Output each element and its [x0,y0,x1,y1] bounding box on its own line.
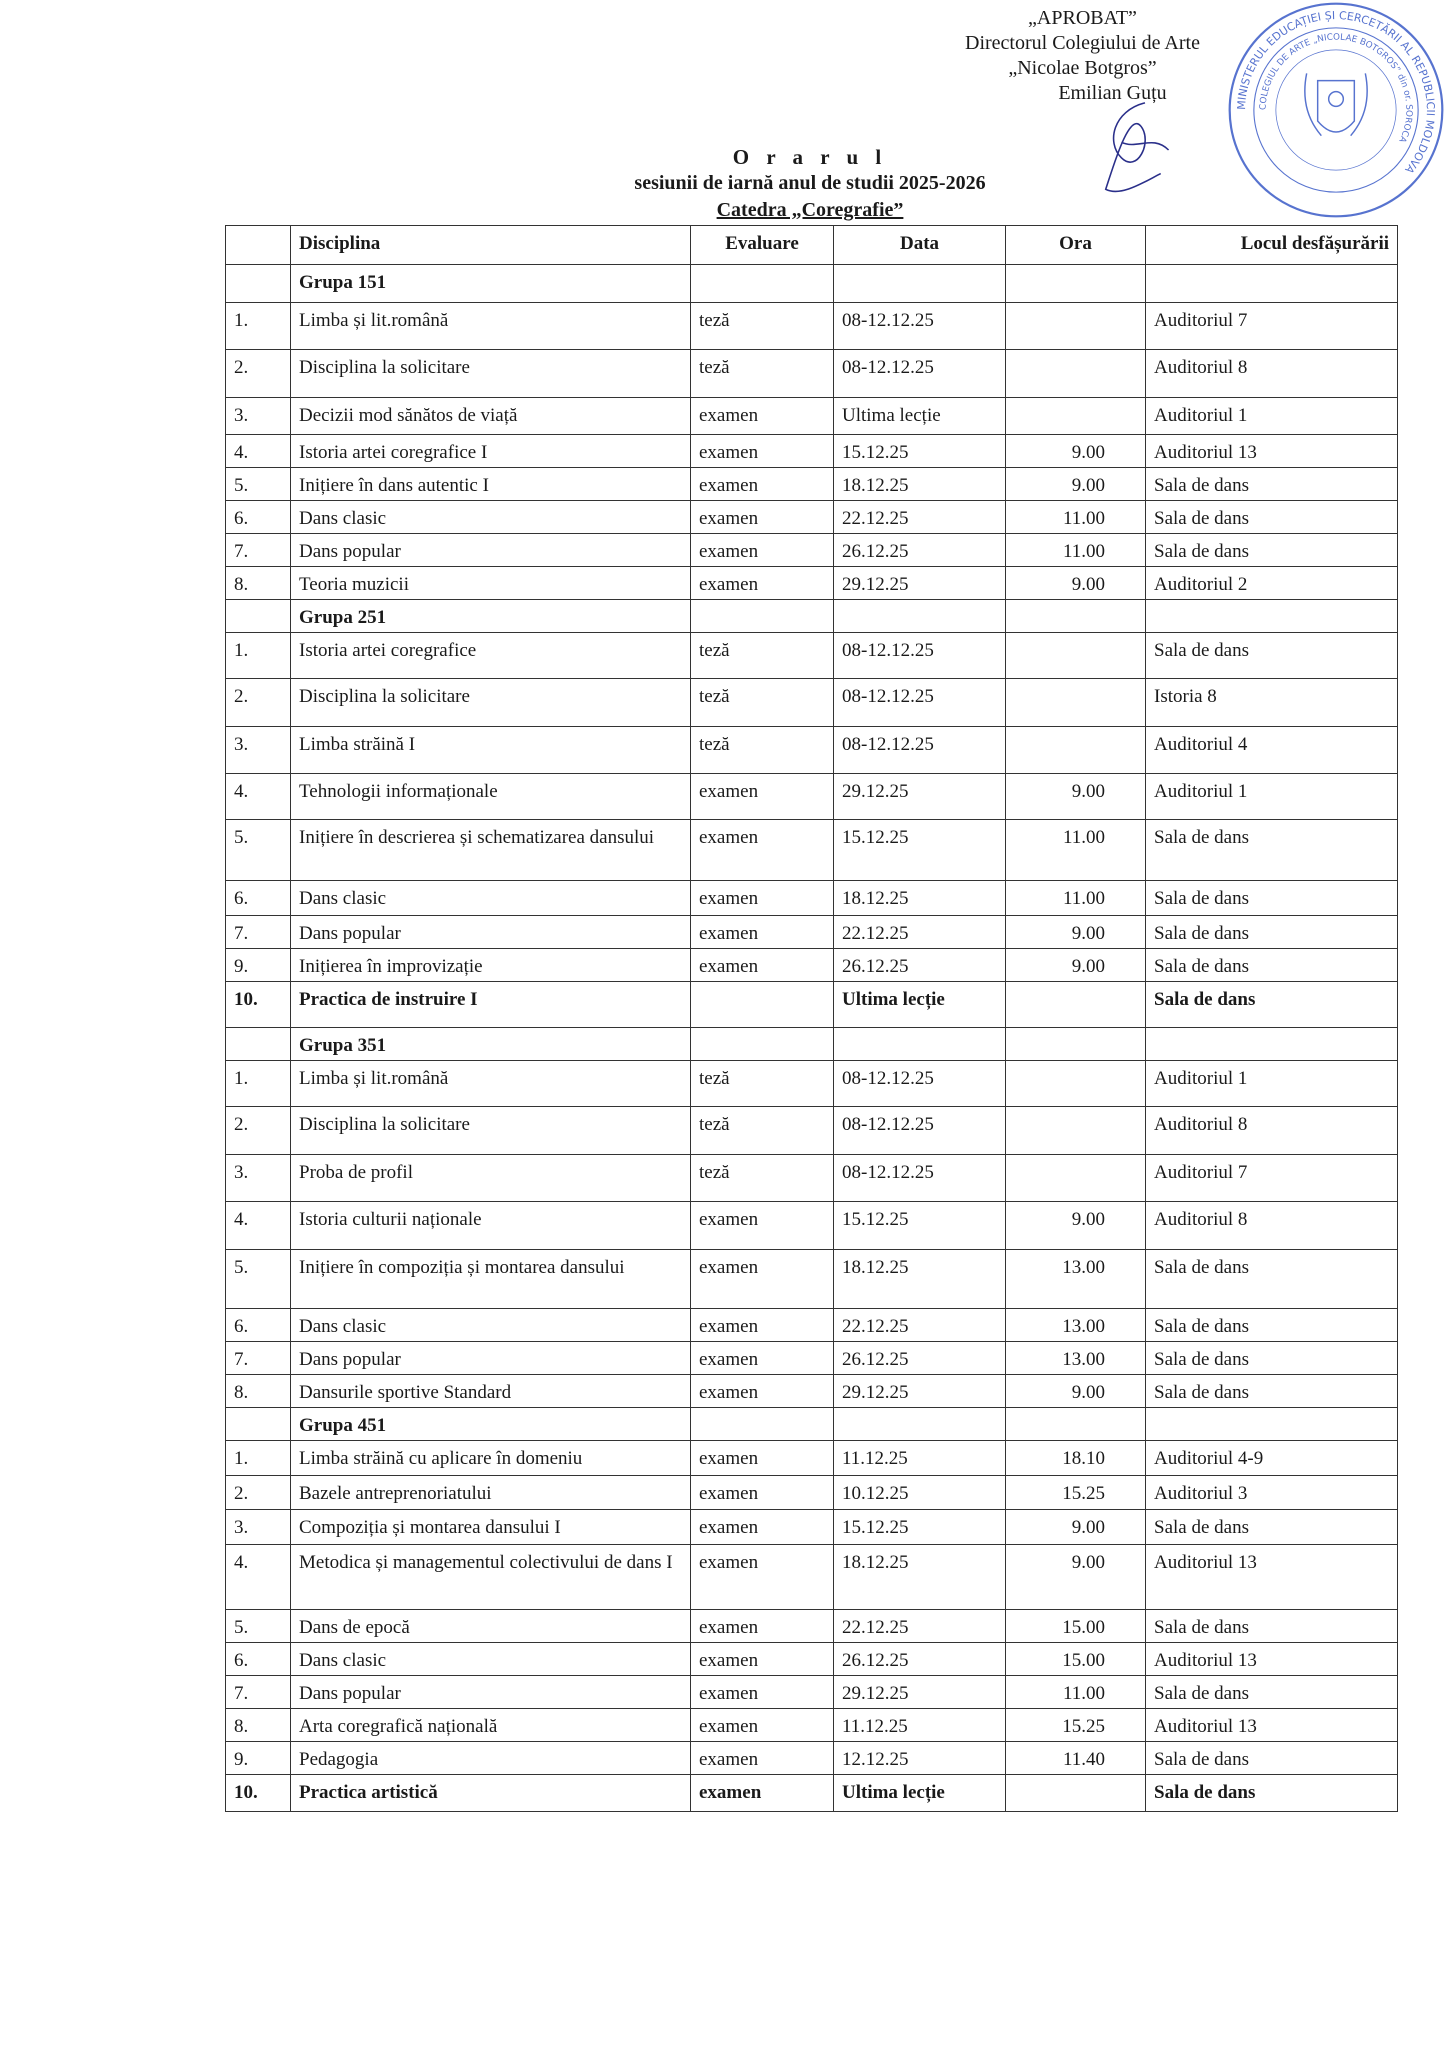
cell-data: 15.12.25 [834,1202,1006,1250]
table-row [226,1676,1398,1709]
cell-ora: 15.00 [1006,1610,1146,1643]
cell-evaluare: teză [691,679,834,727]
empty-cell [1006,600,1146,633]
cell-evaluare: examen [691,398,834,435]
cell-ora: 11.00 [1006,1676,1146,1709]
cell-disciplina: Dans clasic [291,1643,691,1676]
cell-disciplina: Dans popular [291,534,691,567]
empty-cell [834,265,1006,303]
cell-locul: Sala de dans [1146,982,1398,1028]
cell-evaluare: teză [691,1061,834,1107]
table-row [226,435,1398,468]
cell-disciplina: Disciplina la solicitare [291,679,691,727]
svg-text:COLEGIUL DE ARTE „NICOLAE BOTG [1259,33,1414,144]
cell-evaluare: examen [691,1202,834,1250]
empty-cell [691,1408,834,1441]
table-row [226,820,1398,881]
empty-cell [691,1028,834,1061]
cell-locul: Sala de dans [1146,1375,1398,1408]
cell-locul: Sala de dans [1146,916,1398,949]
cell-disciplina: Inițiere în dans autentic I [291,468,691,501]
cell-nr: 6. [226,1643,291,1676]
cell-locul: Auditoriul 13 [1146,1643,1398,1676]
cell-nr: 3. [226,1510,291,1545]
cell-evaluare: examen [691,1742,834,1775]
cell-disciplina: Disciplina la solicitare [291,1107,691,1155]
cell-disciplina: Practica de instruire I [291,982,691,1028]
cell-data: 22.12.25 [834,501,1006,534]
table-row [226,881,1398,916]
cell-disciplina: Istoria artei coregrafice I [291,435,691,468]
cell-disciplina: Dans popular [291,916,691,949]
empty-cell [834,600,1006,633]
cell-nr: 10. [226,1775,291,1812]
cell-disciplina: Dans de epocă [291,1610,691,1643]
department-name: Catedra „Coregrafie” [716,199,904,221]
empty-cell [691,265,834,303]
cell-ora: 13.00 [1006,1250,1146,1309]
cell-data: 22.12.25 [834,1610,1006,1643]
cell-nr: 5. [226,1610,291,1643]
cell-disciplina: Inițierea în improvizație [291,949,691,982]
cell-ora: 9.00 [1006,1375,1146,1408]
cell-data: 18.12.25 [834,1545,1006,1610]
cell-locul: Auditoriul 8 [1146,1202,1398,1250]
cell-nr: 9. [226,949,291,982]
cell-locul: Sala de dans [1146,468,1398,501]
cell-locul: Sala de dans [1146,949,1398,982]
cell-evaluare: teză [691,1107,834,1155]
header-data: Data [834,226,1006,265]
table-row [226,1250,1398,1309]
cell-disciplina: Limba și lit.română [291,303,691,350]
cell-disciplina: Compoziția și montarea dansului I [291,1510,691,1545]
cell-nr: 4. [226,1545,291,1610]
cell-nr: 2. [226,1476,291,1510]
cell-nr: 8. [226,1709,291,1742]
coat-of-arms-icon [1305,73,1367,135]
cell-data: 08-12.12.25 [834,303,1006,350]
cell-locul: Auditoriul 4 [1146,727,1398,774]
table-row [226,1441,1398,1476]
cell-data: 22.12.25 [834,916,1006,949]
cell-evaluare: teză [691,350,834,398]
cell-evaluare: teză [691,727,834,774]
table-row [226,1061,1398,1107]
cell-data: 18.12.25 [834,468,1006,501]
cell-locul: Sala de dans [1146,1775,1398,1812]
cell-ora: 9.00 [1006,774,1146,820]
svg-text:MINISTERUL EDUCAȚIEI ȘI CERCET [1235,9,1437,176]
table-row [226,949,1398,982]
cell-ora: 11.00 [1006,534,1146,567]
empty-cell [226,1028,291,1061]
cell-data: Ultima lecție [834,1775,1006,1812]
cell-data: 08-12.12.25 [834,727,1006,774]
cell-evaluare: examen [691,1250,834,1309]
table-row [226,1155,1398,1202]
cell-disciplina: Dansurile sportive Standard [291,1375,691,1408]
cell-data: 08-12.12.25 [834,1107,1006,1155]
table-row [226,1643,1398,1676]
table-row [226,679,1398,727]
cell-locul: Sala de dans [1146,1742,1398,1775]
cell-ora [1006,727,1146,774]
cell-evaluare: examen [691,1510,834,1545]
cell-disciplina: Inițiere în descrierea și schematizarea dansului [291,820,691,881]
cell-ora: 11.00 [1006,881,1146,916]
cell-ora [1006,679,1146,727]
empty-cell [226,1408,291,1441]
cell-ora: 11.40 [1006,1742,1146,1775]
cell-nr: 3. [226,727,291,774]
cell-ora: 9.00 [1006,1202,1146,1250]
empty-cell [226,265,291,303]
cell-evaluare: examen [691,1709,834,1742]
cell-data: 11.12.25 [834,1441,1006,1476]
table-row [226,774,1398,820]
cell-disciplina: Dans clasic [291,1309,691,1342]
cell-evaluare: examen [691,774,834,820]
cell-disciplina: Practica artistică [291,1775,691,1812]
group-name: Grupa 151 [291,265,691,303]
cell-locul: Auditoriul 7 [1146,303,1398,350]
cell-nr: 6. [226,881,291,916]
table-row [226,982,1398,1028]
cell-data: 29.12.25 [834,1676,1006,1709]
cell-ora: 9.00 [1006,435,1146,468]
cell-nr: 7. [226,534,291,567]
cell-ora [1006,982,1146,1028]
empty-cell [226,600,291,633]
table-row [226,468,1398,501]
cell-data: 18.12.25 [834,881,1006,916]
cell-locul: Sala de dans [1146,633,1398,679]
cell-locul: Sala de dans [1146,1610,1398,1643]
cell-evaluare: teză [691,1155,834,1202]
empty-cell [1146,600,1398,633]
cell-data: 08-12.12.25 [834,1061,1006,1107]
table-row [226,1610,1398,1643]
cell-evaluare: examen [691,1610,834,1643]
cell-locul: Sala de dans [1146,1250,1398,1309]
cell-ora: 9.00 [1006,949,1146,982]
cell-nr: 4. [226,435,291,468]
cell-locul: Sala de dans [1146,1309,1398,1342]
table-row [226,350,1398,398]
cell-data: 08-12.12.25 [834,679,1006,727]
cell-evaluare: examen [691,820,834,881]
table-row [226,501,1398,534]
cell-locul: Sala de dans [1146,820,1398,881]
cell-locul: Auditoriul 13 [1146,435,1398,468]
empty-cell [1006,265,1146,303]
cell-nr: 7. [226,1676,291,1709]
cell-ora: 13.00 [1006,1309,1146,1342]
approval-director-title: Directorul Colegiului de Arte [965,32,1200,54]
stamp-inner-text: COLEGIUL DE ARTE „NICOLAE BOTGROS” din or. SOROCA [1258,32,1414,144]
cell-evaluare: examen [691,1441,834,1476]
cell-data: 08-12.12.25 [834,350,1006,398]
cell-ora: 9.00 [1006,916,1146,949]
cell-data: 29.12.25 [834,567,1006,600]
group-name: Grupa 451 [291,1408,691,1441]
cell-data: 08-12.12.25 [834,1155,1006,1202]
cell-ora: 11.00 [1006,501,1146,534]
cell-locul: Auditoriul 2 [1146,567,1398,600]
cell-data: 29.12.25 [834,1375,1006,1408]
cell-evaluare: examen [691,916,834,949]
cell-nr: 1. [226,1061,291,1107]
cell-locul: Auditoriul 13 [1146,1709,1398,1742]
cell-evaluare: examen [691,1643,834,1676]
cell-locul: Auditoriul 1 [1146,774,1398,820]
cell-ora [1006,1107,1146,1155]
cell-locul: Auditoriul 4-9 [1146,1441,1398,1476]
cell-ora: 13.00 [1006,1342,1146,1375]
cell-disciplina: Istoria artei coregrafice [291,633,691,679]
empty-cell [1006,1028,1146,1061]
cell-data: 11.12.25 [834,1709,1006,1742]
table-row [226,567,1398,600]
table-row [226,1309,1398,1342]
cell-nr: 1. [226,1441,291,1476]
exam-schedule-table [225,225,1398,1812]
cell-locul: Auditoriul 8 [1146,1107,1398,1155]
cell-nr: 3. [226,398,291,435]
group-name: Grupa 251 [291,600,691,633]
cell-ora: 15.25 [1006,1476,1146,1510]
cell-disciplina: Tehnologii informaționale [291,774,691,820]
approval-label: „APROBAT” [1028,7,1137,29]
cell-locul: Auditoriul 1 [1146,1061,1398,1107]
group-header-row [226,265,1398,303]
cell-locul: Auditoriul 13 [1146,1545,1398,1610]
cell-locul: Auditoriul 8 [1146,350,1398,398]
cell-ora [1006,398,1146,435]
cell-disciplina: Metodica și managementul colectivului de dans I [291,1545,691,1610]
cell-data: Ultima lecție [834,398,1006,435]
cell-locul: Sala de dans [1146,1676,1398,1709]
stamp-outer-text: MINISTERUL EDUCAȚIEI ȘI CERCETĂRII AL REPUBLICII MOLDOVA [1234,9,1438,176]
cell-nr: 4. [226,1202,291,1250]
table-row [226,1775,1398,1812]
cell-disciplina: Limba și lit.română [291,1061,691,1107]
table-row [226,1742,1398,1775]
cell-data: 22.12.25 [834,1309,1006,1342]
cell-evaluare: examen [691,1375,834,1408]
cell-ora [1006,1775,1146,1812]
cell-disciplina: Bazele antreprenoriatului [291,1476,691,1510]
approval-director-name: Emilian Guțu [1058,82,1167,104]
cell-locul: Auditoriul 7 [1146,1155,1398,1202]
group-header-row [226,600,1398,633]
cell-locul: Auditoriul 1 [1146,398,1398,435]
cell-disciplina: Arta coregrafică națională [291,1709,691,1742]
cell-evaluare: examen [691,1476,834,1510]
cell-ora: 15.00 [1006,1643,1146,1676]
cell-disciplina: Disciplina la solicitare [291,350,691,398]
table-row [226,1476,1398,1510]
cell-nr: 8. [226,567,291,600]
cell-data: 15.12.25 [834,820,1006,881]
cell-evaluare: examen [691,567,834,600]
table-header-row [226,226,1398,265]
cell-data: 12.12.25 [834,1742,1006,1775]
cell-disciplina: Teoria muzicii [291,567,691,600]
table-row [226,916,1398,949]
cell-evaluare: examen [691,534,834,567]
cell-ora: 9.00 [1006,1545,1146,1610]
cell-data: 26.12.25 [834,534,1006,567]
empty-cell [1006,1408,1146,1441]
table-row [226,534,1398,567]
cell-disciplina: Istoria culturii naționale [291,1202,691,1250]
cell-ora: 9.00 [1006,567,1146,600]
document-title: O r a r u l [732,145,888,169]
cell-evaluare: examen [691,435,834,468]
cell-nr: 7. [226,1342,291,1375]
cell-ora [1006,1155,1146,1202]
cell-locul: Sala de dans [1146,534,1398,567]
header-disciplina: Disciplina [291,226,691,265]
group-header-row [226,1028,1398,1061]
group-name: Grupa 351 [291,1028,691,1061]
cell-evaluare [691,982,834,1028]
cell-ora: 9.00 [1006,1510,1146,1545]
cell-evaluare: examen [691,1309,834,1342]
cell-data: 26.12.25 [834,949,1006,982]
cell-nr: 3. [226,1155,291,1202]
cell-evaluare: examen [691,881,834,916]
cell-data: 18.12.25 [834,1250,1006,1309]
header-nr [226,226,291,265]
cell-ora: 15.25 [1006,1709,1146,1742]
cell-disciplina: Limba străină I [291,727,691,774]
cell-evaluare: teză [691,303,834,350]
empty-cell [1146,265,1398,303]
cell-ora [1006,303,1146,350]
cell-data: 10.12.25 [834,1476,1006,1510]
empty-cell [834,1408,1006,1441]
group-header-row [226,1408,1398,1441]
table-row [226,633,1398,679]
cell-nr: 5. [226,820,291,881]
cell-disciplina: Dans popular [291,1676,691,1709]
cell-locul: Sala de dans [1146,501,1398,534]
cell-data: 26.12.25 [834,1342,1006,1375]
cell-nr: 10. [226,982,291,1028]
cell-evaluare: examen [691,949,834,982]
cell-nr: 4. [226,774,291,820]
header-evaluare: Evaluare [691,226,834,265]
empty-cell [1146,1408,1398,1441]
cell-nr: 6. [226,501,291,534]
cell-nr: 7. [226,916,291,949]
table-row [226,1107,1398,1155]
cell-ora: 9.00 [1006,468,1146,501]
document-subtitle: sesiunii de iarnă anul de studii 2025-2026 [634,172,986,194]
cell-nr: 1. [226,303,291,350]
official-stamp [1226,0,1446,220]
cell-nr: 2. [226,350,291,398]
cell-data: 08-12.12.25 [834,633,1006,679]
table-row [226,1545,1398,1610]
table-row [226,303,1398,350]
cell-locul: Istoria 8 [1146,679,1398,727]
cell-disciplina: Dans clasic [291,881,691,916]
cell-locul: Sala de dans [1146,881,1398,916]
cell-nr: 6. [226,1309,291,1342]
cell-locul: Sala de dans [1146,1510,1398,1545]
cell-nr: 2. [226,679,291,727]
cell-disciplina: Dans clasic [291,501,691,534]
cell-nr: 8. [226,1375,291,1408]
cell-data: 15.12.25 [834,1510,1006,1545]
cell-data: 26.12.25 [834,1643,1006,1676]
approval-college-name: „Nicolae Botgros” [1008,57,1157,79]
cell-evaluare: teză [691,633,834,679]
cell-evaluare: examen [691,501,834,534]
cell-ora [1006,633,1146,679]
table-row [226,1375,1398,1408]
cell-evaluare: examen [691,1342,834,1375]
cell-data: 15.12.25 [834,435,1006,468]
header-locul: Locul desfășurării [1146,226,1398,265]
cell-evaluare: examen [691,1676,834,1709]
table-row [226,398,1398,435]
table-row [226,1202,1398,1250]
cell-locul: Auditoriul 3 [1146,1476,1398,1510]
cell-disciplina: Dans popular [291,1342,691,1375]
empty-cell [1146,1028,1398,1061]
empty-cell [691,600,834,633]
cell-disciplina: Inițiere în compoziția și montarea dansului [291,1250,691,1309]
cell-disciplina: Limba străină cu aplicare în domeniu [291,1441,691,1476]
table-row [226,727,1398,774]
cell-data: 29.12.25 [834,774,1006,820]
table-row [226,1510,1398,1545]
cell-data: Ultima lecție [834,982,1006,1028]
cell-nr: 5. [226,1250,291,1309]
cell-nr: 2. [226,1107,291,1155]
cell-nr: 9. [226,1742,291,1775]
cell-locul: Sala de dans [1146,1342,1398,1375]
cell-ora: 18.10 [1006,1441,1146,1476]
cell-ora [1006,350,1146,398]
cell-ora [1006,1061,1146,1107]
approval-block [950,6,1215,106]
empty-cell [834,1028,1006,1061]
cell-nr: 1. [226,633,291,679]
header-ora: Ora [1006,226,1146,265]
cell-disciplina: Pedagogia [291,1742,691,1775]
cell-evaluare: examen [691,468,834,501]
cell-ora: 11.00 [1006,820,1146,881]
cell-disciplina: Decizii mod sănătos de viață [291,398,691,435]
cell-nr: 5. [226,468,291,501]
table-row [226,1709,1398,1742]
table-row [226,1342,1398,1375]
cell-evaluare: examen [691,1775,834,1812]
cell-evaluare: examen [691,1545,834,1610]
cell-disciplina: Proba de profil [291,1155,691,1202]
